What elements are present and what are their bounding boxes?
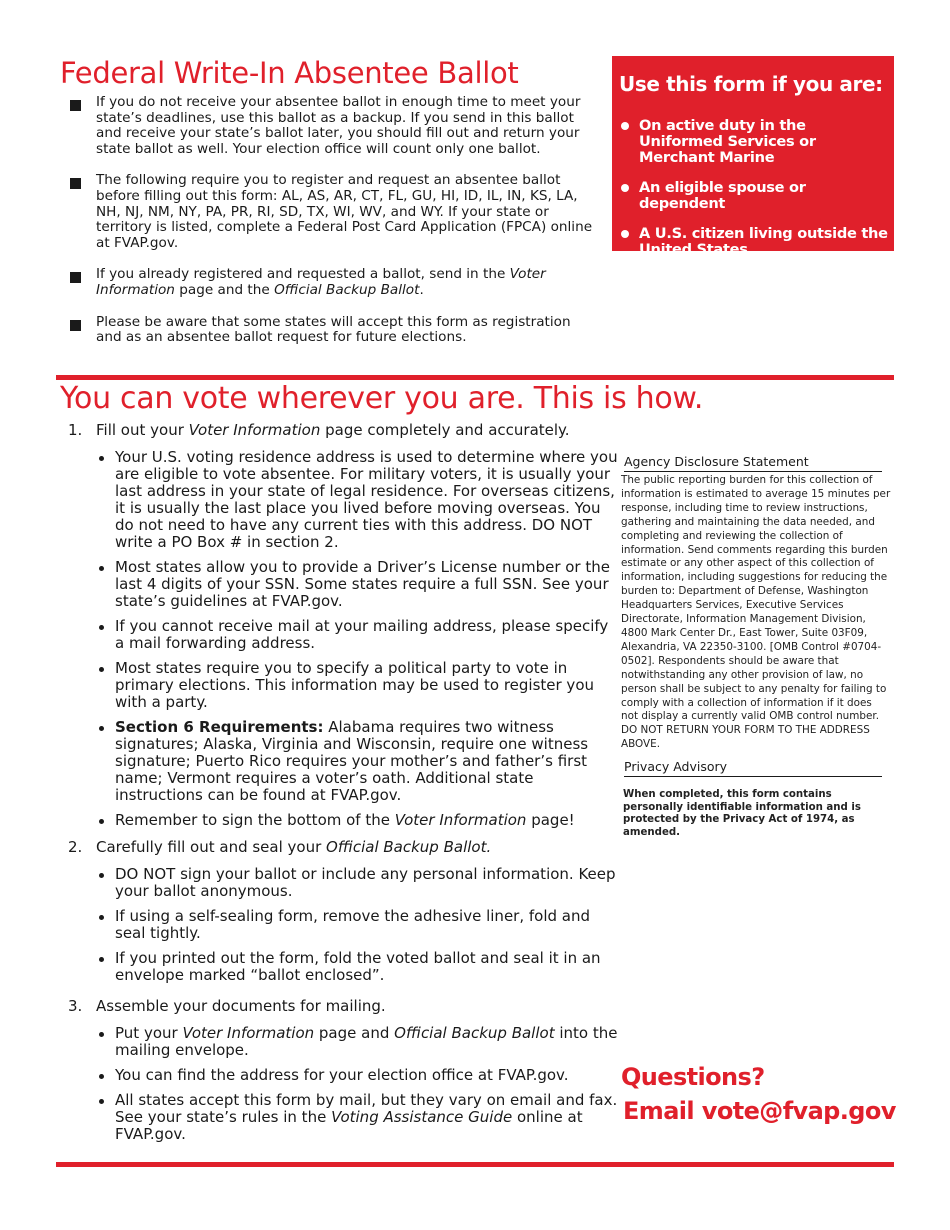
text-segment: Most states allow you to provide a Driver’s License number or the last 4 digits of your SSN. Some states require a full SSN. See your state’s guidelines at FVAP.gov.	[115, 558, 610, 610]
square-bullet-icon	[70, 320, 81, 331]
top-divider	[56, 375, 894, 380]
text-segment: Remember to sign the bottom of the	[115, 811, 395, 829]
step-bullet-item	[96, 660, 620, 711]
emphasis-text: Voter Information	[96, 266, 546, 298]
page-title: Federal Write-In Absentee Ballot	[60, 56, 519, 90]
text-segment: .	[419, 281, 424, 298]
privacy-advisory-heading: Privacy Advisory	[624, 759, 882, 777]
step-bullet-item	[96, 1092, 620, 1143]
step-bullet-item	[96, 866, 620, 900]
contact-email[interactable]: Email vote@fvap.gov	[623, 1097, 896, 1125]
intro-item	[70, 173, 600, 251]
emphasis-text: Official Backup Ballot.	[326, 838, 492, 856]
dot-bullet-icon	[99, 957, 104, 962]
step-bullet-list	[96, 866, 620, 984]
text-segment: page and	[314, 1024, 395, 1042]
eligibility-item-label: On active duty in the Uniformed Services or Merchant Marine	[639, 117, 816, 166]
text-segment: Carefully fill out and seal your	[96, 838, 327, 856]
intro-item	[70, 267, 600, 298]
intro-item	[70, 315, 600, 346]
text-segment: You can find the address for your election office at FVAP.gov.	[115, 1066, 569, 1084]
text-segment: into the mailing envelope.	[115, 1024, 618, 1059]
text-segment: If you do not receive your absentee ballot in enough time to meet your state’s deadlines, use this ballot as a backup. If you send in this ballot and receive your state’s ballot later, you should fill out and return your state ballot as well. Your election office will count only one ballot.	[96, 94, 581, 157]
agency-disclosure-heading: Agency Disclosure Statement	[624, 454, 882, 472]
text-segment: Assemble your documents for mailing.	[96, 997, 386, 1015]
text-segment: The following require you to register and request an absentee ballot before filling out this form: AL, AS, AR, CT, FL, GU, HI, ID, IL, IN, KS, LA, NH, NJ, NM, NY, PA, PR, RI, SD, TX, WI, WV, and WY. If your state or territory is listed, complete a Federal Post Card Application (FPCA) online at FVAP.gov.	[96, 172, 593, 251]
square-bullet-icon	[70, 178, 81, 189]
questions-callout	[621, 1060, 901, 1128]
emphasis-text: Voter Information	[182, 1024, 315, 1042]
dot-bullet-icon	[621, 122, 629, 130]
step-bullet-item	[96, 908, 620, 942]
dot-bullet-icon	[99, 819, 104, 824]
step-number: 3.	[68, 997, 83, 1015]
text-segment: Fill out your	[96, 421, 189, 439]
agency-disclosure-text: The public reporting burden for this collection of information is estimated to average 15 minutes per response, including time to review instructions, gathering and maintaining the data needed, and completing and reviewing the collection of information. Send comments regarding this burden estimate or any other aspect of this collection of information, including suggestions for reducing the burden to: Department of Defense, Washington Headquarters Services, Executive Services Directorate, Information Management Division, 4800 Mark Center Dr., East Tower, Suite 03F09, Alexandria, VA 22350-3100. [OMB Control #0704-0502]. Respondents should be aware that notwithstanding any other provision of law, no person shall be subject to any penalty for failing to comply with a collection of information if it does not display a currently valid OMB control number. DO NOT RETURN YOUR FORM TO THE ADDRESS ABOVE.	[621, 474, 891, 751]
emphasis-text: Official Backup Ballot	[394, 1024, 555, 1042]
step-item	[60, 422, 620, 829]
text-segment: All states accept this form by mail, but they vary on email and fax. See your state’s rules in the	[115, 1091, 618, 1126]
step-bullet-item	[96, 1025, 620, 1059]
dot-bullet-icon	[99, 625, 104, 630]
dot-bullet-icon	[99, 1099, 104, 1104]
text-segment: page!	[526, 811, 575, 829]
step-bullet-list	[96, 1025, 620, 1143]
dot-bullet-icon	[99, 566, 104, 571]
text-segment: If you printed out the form, fold the voted ballot and seal it in an envelope marked “ballot enclosed”.	[115, 949, 601, 984]
text-segment: page completely and accurately.	[320, 421, 570, 439]
step-heading	[96, 998, 620, 1015]
eligibility-heading: Use this form if you are:	[619, 72, 883, 96]
eligibility-list	[619, 118, 889, 272]
step-bullet-item	[96, 950, 620, 984]
step-item	[60, 998, 620, 1143]
step-heading	[96, 839, 620, 856]
privacy-advisory-text: When completed, this form contains personally identifiable information and is protected by the Privacy Act of 1974, as amended.	[623, 789, 861, 838]
emphasis-text: Voting Assistance Guide	[331, 1108, 513, 1126]
step-bullet-item	[96, 719, 620, 804]
how-to-title: You can vote wherever you are. This is how.	[60, 381, 704, 416]
intro-item	[70, 95, 600, 157]
step-bullet-item	[96, 812, 620, 829]
text-segment: Alabama requires two witness signatures; Alaska, Virginia and Wisconsin, require one witness signature; Puerto Rico requires your mother’s and father’s first name; Vermont requires a voter’s oath. Additional state instructions can be found at FVAP.gov.	[115, 718, 589, 804]
dot-bullet-icon	[99, 873, 104, 878]
step-heading	[96, 422, 620, 439]
step-number: 2.	[68, 838, 83, 856]
dot-bullet-icon	[99, 667, 104, 672]
emphasis-text: Voter Information	[188, 421, 321, 439]
step-bullet-list	[96, 449, 620, 829]
eligibility-item	[619, 118, 889, 166]
step-bullet-item	[96, 449, 620, 551]
questions-label: Questions?	[621, 1063, 765, 1091]
step-bullet-item	[96, 1067, 620, 1084]
dot-bullet-icon	[621, 230, 629, 238]
eligibility-item-label: A U.S. citizen living outside the United States	[639, 225, 888, 258]
text-segment: If you already registered and requested a ballot, send in the	[96, 266, 510, 283]
step-number: 1.	[68, 421, 83, 439]
text-segment: Put your	[115, 1024, 183, 1042]
text-segment: If you cannot receive mail at your mailing address, please specify a mail forwarding address.	[115, 617, 609, 652]
emphasis-text: Official Backup Ballot	[274, 281, 420, 298]
dot-bullet-icon	[99, 1074, 104, 1079]
dot-bullet-icon	[99, 915, 104, 920]
dot-bullet-icon	[99, 726, 104, 731]
dot-bullet-icon	[99, 456, 104, 461]
eligibility-item-label: An eligible spouse or dependent	[639, 179, 806, 212]
square-bullet-icon	[70, 100, 81, 111]
step-bullet-item	[96, 559, 620, 610]
intro-list	[70, 95, 600, 362]
text-segment: DO NOT sign your ballot or include any personal information. Keep your ballot anonymous.	[115, 865, 616, 900]
text-segment: If using a self-sealing form, remove the adhesive liner, fold and seal tightly.	[115, 907, 591, 942]
emphasis-text: Voter Information	[394, 811, 527, 829]
steps-list	[60, 422, 620, 1151]
text-segment: page and the	[174, 281, 275, 298]
eligibility-item	[619, 226, 889, 258]
text-segment: Your U.S. voting residence address is used to determine where you are eligible to vote absentee. For military voters, it is usually your last address in your state of legal residence. For overseas citizens, it is usually the last place you lived before moving overseas. You do not need to have any current ties with this address. DO NOT write a PO Box # in section 2.	[115, 448, 618, 551]
text-segment: online at FVAP.gov.	[115, 1108, 583, 1143]
bold-text: Section 6 Requirements:	[115, 718, 324, 736]
step-item	[60, 839, 620, 984]
eligibility-item	[619, 180, 889, 212]
square-bullet-icon	[70, 272, 81, 283]
text-segment: Please be aware that some states will accept this form as registration and as an absentee ballot request for future elections.	[96, 313, 571, 346]
bottom-divider	[56, 1162, 894, 1167]
step-bullet-item	[96, 618, 620, 652]
dot-bullet-icon	[621, 184, 629, 192]
text-segment: Most states require you to specify a political party to vote in primary elections. This information may be used to register you with a party.	[115, 659, 594, 711]
dot-bullet-icon	[99, 1032, 104, 1037]
eligibility-box	[612, 56, 894, 258]
